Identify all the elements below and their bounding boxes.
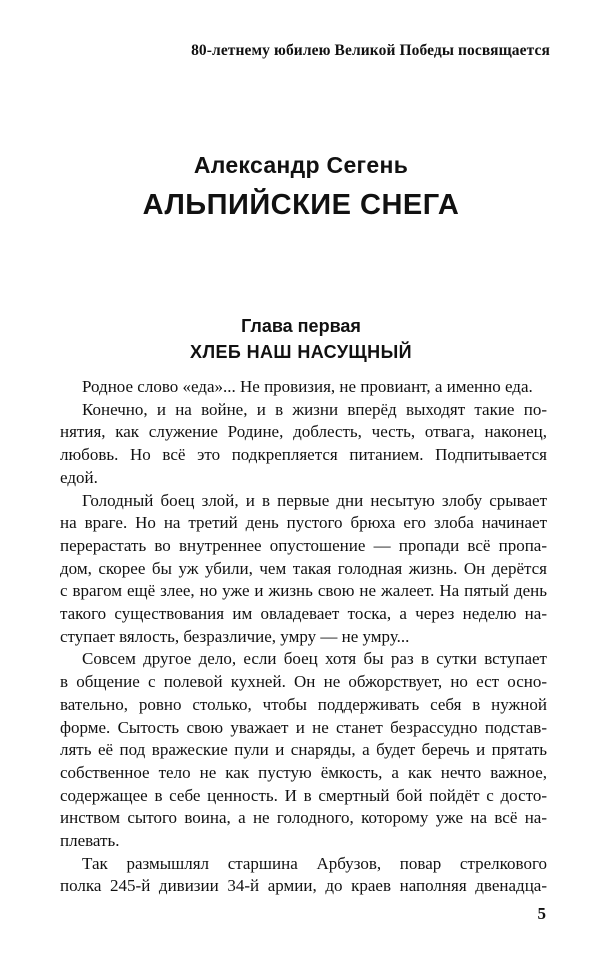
text-line: вательно, ровно столько, чтобы поддерживать себя в нужной bbox=[60, 694, 547, 714]
text-line: инством сытого воина, а не голодного, которому уже на всё на- bbox=[60, 808, 547, 828]
text-line: с врагом ещё злее, но уже и жизнь свою не жалеет. На пятый день bbox=[60, 581, 547, 601]
text-line: любовь. Но всё это подкрепляется питанием. Подпитывается bbox=[60, 445, 547, 465]
chapter-body-text bbox=[60, 376, 547, 898]
chapter-label: Глава первая bbox=[241, 316, 361, 336]
text-line: содержащее в себе ценность. И в смертный бой пойдёт с досто- bbox=[60, 785, 547, 805]
text-line: лять её под вражеские пули и снаряды, а будет беречь и прятать bbox=[60, 740, 547, 760]
text-line: полка 245-й дивизии 34-й армии, до краев наполняя двенадца- bbox=[60, 876, 547, 896]
text-line: нятия, как служение Родине, доблесть, честь, отвага, наконец, bbox=[60, 422, 547, 442]
text-line: едой. bbox=[60, 467, 98, 487]
text-line: Голодный боец злой, и в первые дни несытую злобу срывает bbox=[82, 490, 547, 510]
text-line: Так размышлял старшина Арбузов, повар стрелкового bbox=[82, 853, 547, 873]
text-line: собственное тело не как пустую ёмкость, а как нечто важное, bbox=[60, 762, 547, 782]
book-title: АЛЬПИЙСКИЕ СНЕГА bbox=[142, 189, 460, 221]
text-line: ступает вялость, безразличие, умру — не умру... bbox=[60, 626, 410, 646]
author-name: Александр Сегень bbox=[193, 152, 409, 178]
text-line: форме. Сытость свою уважает и не станет безрассудно подстав- bbox=[60, 717, 547, 737]
text-line: такого существования им овладевает тоска, а через неделю на- bbox=[60, 604, 547, 624]
text-line: Родное слово «еда»... Не провизия, не провиант, а именно еда. bbox=[82, 377, 533, 396]
text-line: в общение с полевой кухней. Он не обжорствует, но ест осно- bbox=[60, 672, 547, 692]
chapter-title: ХЛЕБ НАШ НАСУЩНЫЙ bbox=[190, 342, 412, 362]
dedication: 80-летнему юбилею Великой Победы посвящается bbox=[191, 42, 550, 59]
page-number: 5 bbox=[537, 904, 546, 923]
text-line: на враге. Но на третий день пустого брюха его злоба начинает bbox=[60, 513, 547, 533]
text-line: Совсем другое дело, если боец хотя бы раз в сутки вступает bbox=[82, 649, 547, 669]
text-line: плевать. bbox=[60, 831, 120, 851]
text-line: Конечно, и на войне, и в жизни вперёд выходят такие по- bbox=[82, 399, 547, 419]
text-line: перерастать во внутреннее опустошение — пропади всё пропа- bbox=[60, 535, 547, 555]
text-line: дом, скорее бы уж убили, чем такая голодная жизнь. Он дерётся bbox=[60, 558, 547, 578]
